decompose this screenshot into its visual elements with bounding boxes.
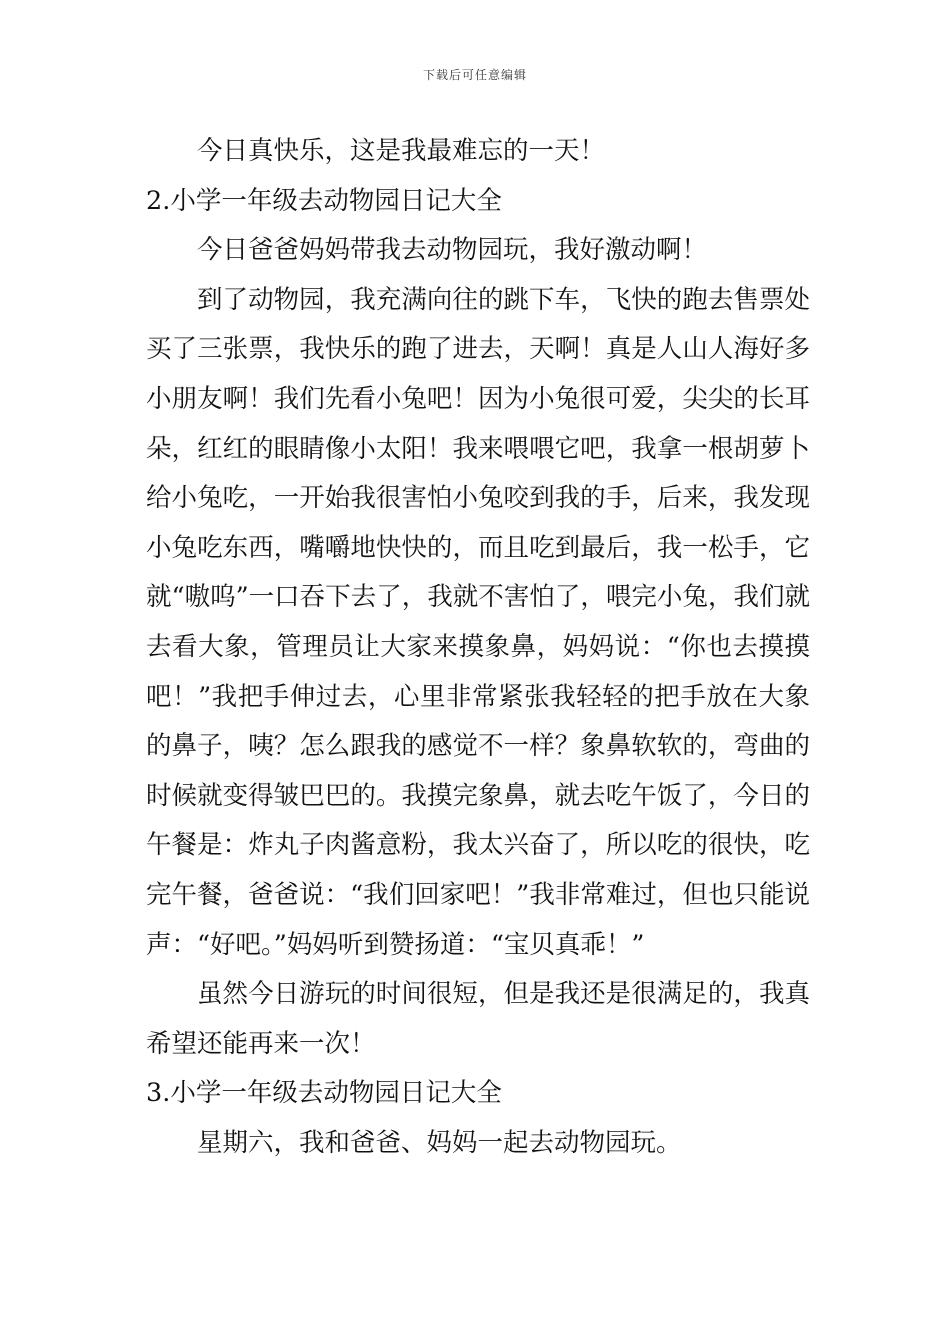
page-header: 下载后可任意编辑 bbox=[422, 68, 527, 82]
paragraph-section-3-intro: 星期六，我和爸爸、妈妈一起去动物园玩。 bbox=[197, 1127, 682, 1158]
section-heading-2: 2.小学一年级去动物园日记大全 bbox=[146, 185, 502, 216]
paragraph-intro: 今日爸爸妈妈带我去动物园玩，我好激动啊！ bbox=[197, 235, 708, 266]
section-heading-3: 3.小学一年级去动物园日记大全 bbox=[146, 1078, 502, 1109]
paragraph-closing-line: 今日真快乐，这是我最难忘的一天！ bbox=[197, 136, 606, 166]
paragraph-main-story: 到了动物园，我充满向往的跳下车，飞快的跑去售票处买了三张票，我快乐的跑了进去，天啊！真是人山人海好多小朋友啊！我们先看小兔吧！因为小兔很可爱，尖尖的长耳朵，红红的眼睛像小太阳！我来喂喂它吧，我拿一根胡萝卜给小兔吃，一开始我很害怕小兔咬到我的手，后来，我发现小兔吃东西，嘴嚼地快快的，而且吃到最后，我一松手，它就“嗷呜”一口吞下去了，我就不害怕了，喂完小兔，我们就去看大象，管理员让大家来摸象鼻，妈妈说：“你也去摸摸吧！”我把手伸过去，心里非常紧张我轻轻的把手放在大象的鼻子，咦？怎么跟我的感觉不一样？象鼻软软的，弯曲的时候就变得皱巴巴的。我摸完象鼻，就去吃午饭了，今日的午餐是：炸丸子肉酱意粉，我太兴奋了，所以吃的很快，吃完午餐，爸爸说：“我们回家吧！”我非常难过，但也只能说声：“好吧。”妈妈听到赞扬道：“宝贝真乖！” bbox=[146, 284, 810, 960]
paragraph-conclusion: 虽然今日游玩的时间很短，但是我还是很满足的，我真希望还能再来一次！ bbox=[146, 979, 810, 1059]
document-body bbox=[146, 127, 810, 1168]
